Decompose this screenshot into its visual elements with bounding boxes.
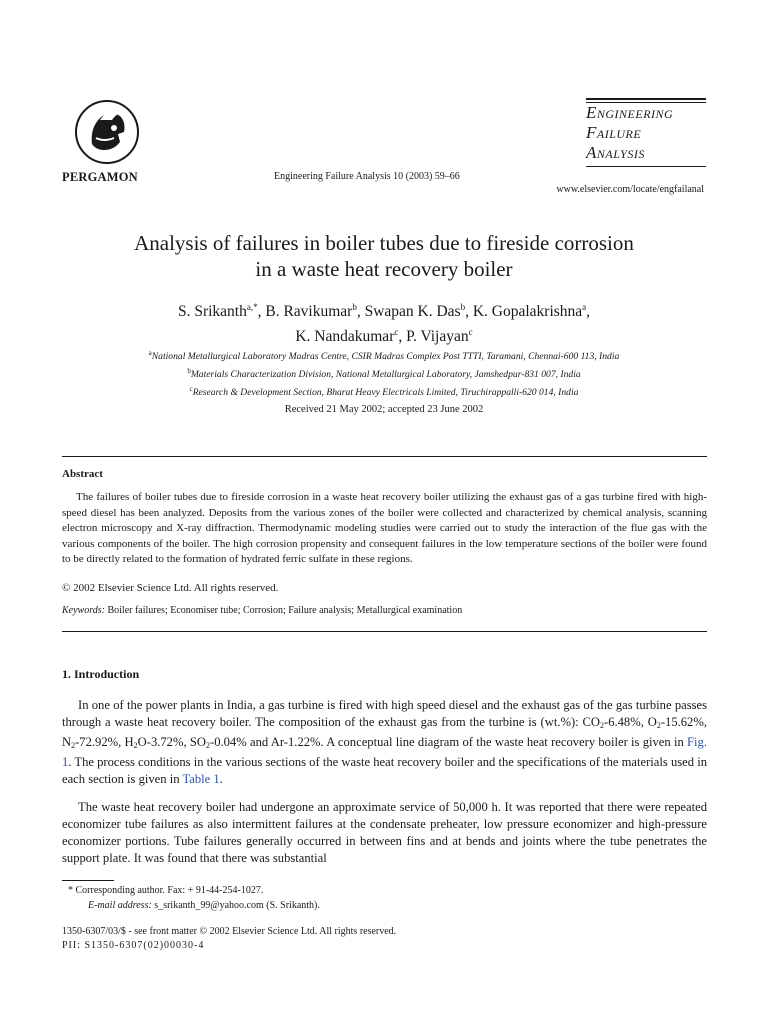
keywords-label: Keywords: <box>62 605 105 616</box>
abstract-copyright: © 2002 Elsevier Science Ltd. All rights reserved. <box>62 582 279 594</box>
journal-title-line: Failure <box>586 123 642 142</box>
author-name: S. Srikanth <box>177 303 247 320</box>
pergamon-logo-icon <box>74 98 140 166</box>
corresponding-author-note: * Corresponding author. Fax: + 91-44-254-1027. <box>68 885 264 896</box>
abstract-heading: Abstract <box>62 468 103 480</box>
intro-paragraph: The waste heat recovery boiler had undergone an approximate service of 50,000 h. It was reported that there were repeated economizer tube failures as also intermittent failures at the condensate preheater, low pressure economizer and high-pressure economizer portions. Tube failures generally occurred in between fins and at bends and joints where the tube penetrates the support plate. It was found that there was substantial <box>62 800 707 865</box>
affiliation: $^b$Materials Characterization Division, National Metallurgical Laboratory, Jamshedpur-831 007, India <box>187 367 581 380</box>
journal-title-line: Engineering <box>586 103 674 122</box>
front-matter-note: 1350-6307/03/$ - see front matter © 2002 Elsevier Science Ltd. All rights reserved. <box>62 926 397 937</box>
affiliation: $^c$Research & Development Section, Bharat Heavy Electricals Limited, Tiruchirappalli-620 014, India <box>189 385 579 398</box>
pii-note: PII: S1350-6307(02)00030-4 <box>62 940 205 951</box>
email-label: E-mail address: <box>88 900 152 911</box>
author-affiliation-mark: c <box>468 327 473 337</box>
keywords-list: Boiler failures; Economiser tube; Corrosion; Failure analysis; Metallurgical examination <box>107 605 463 616</box>
journal-title-block <box>586 98 706 167</box>
section-heading: 1. Introduction <box>62 667 140 681</box>
journal-rule-bottom <box>586 166 706 167</box>
email-note <box>88 900 320 911</box>
footnote-rule <box>62 880 114 881</box>
author-affiliation-mark: c <box>394 327 399 337</box>
author-name: P. Vijayan <box>406 328 469 345</box>
affiliation-list <box>0 346 768 400</box>
author-affiliation-mark: b <box>460 302 466 312</box>
author-affiliation-mark: a <box>582 302 587 312</box>
publisher-name: PERGAMON <box>62 170 138 184</box>
figure-reference-link[interactable]: Fig. 1 <box>62 735 707 769</box>
intro-paragraph: In one of the power plants in India, a gas turbine is fired with high speed diesel and the exhaust gas of the gas turbine passes through a waste heat recovery boiler. The composition of the exhaust gas from the turbine is (wt.%): $CO_2-6.48\%$, $O_2-15.62\%$, $N_2-72.92\%$, $H_2O-3.72\%$, $SO_2-0.04\%$ and Ar-1.22%. A conceptual line diagram of the waste heat recovery boiler is given in Fig. 1. The process conditions in the various sections of the waste heat recovery boiler and the specifications of the materials used in each section is given in Table 1. <box>62 698 707 786</box>
author-name: Swapan K. Das <box>364 303 461 320</box>
journal-citation: Engineering Failure Analysis 10 (2003) 59–66 <box>274 171 460 182</box>
author-name: K. Gopalakrishna <box>472 303 583 320</box>
author-name: B. Ravikumar <box>265 303 353 320</box>
author-affiliation-mark: b <box>352 302 357 312</box>
received-dates: Received 21 May 2002; accepted 23 June 2002 <box>284 404 484 415</box>
author-name: K. Nandakumar <box>295 328 395 345</box>
table-reference-link[interactable]: Table 1 <box>182 772 220 786</box>
keywords <box>62 605 462 616</box>
article-title <box>0 230 768 282</box>
abstract-body: The failures of boiler tubes due to fireside corrosion in a waste heat recovery boiler utilizing the exhaust gas of a gas turbine fired with high-speed diesel has been analyzed. Deposits from the various zones of the boiler were collected and characterized by chemical analysis, scanning electron microscopy and X-ray diffraction. Thermodynamic modeling studies were carried out to study the interaction of the flue gas with the various components of the boiler. The high corrosion propensity and consequent failures in the low temperature sections of the boiler were found to be directly related to the formation of hydrated ferric sulfate in these regions. <box>62 491 707 566</box>
author-affiliation-mark: a,* <box>246 302 258 312</box>
title-line: Analysis of failures in boiler tubes due to fireside corrosion <box>134 231 634 255</box>
affiliation: $^a$National Metallurgical Laboratory Madras Centre, CSIR Madras Complex Post TTTI, Taramani, Chennai-600 113, India <box>148 349 620 362</box>
divider <box>62 456 707 457</box>
title-line: in a waste heat recovery boiler <box>255 257 513 281</box>
divider <box>62 631 707 632</box>
journal-rule-top <box>586 98 706 100</box>
author-list: S. Srikanth$^{a,*}$, B. Ravikumar$^b$, Swapan K. Das$^b$, K. Gopalakrishna$^a$, K. Nandakumar$^c$, P. Vijayan$^c$ <box>177 302 591 345</box>
email-address[interactable]: s_srikanth_99@yahoo.com (S. Srikanth). <box>154 900 320 911</box>
journal-url-link[interactable]: www.elsevier.com/locate/engfailanal <box>556 184 704 195</box>
journal-title-line: Analysis <box>586 143 645 162</box>
